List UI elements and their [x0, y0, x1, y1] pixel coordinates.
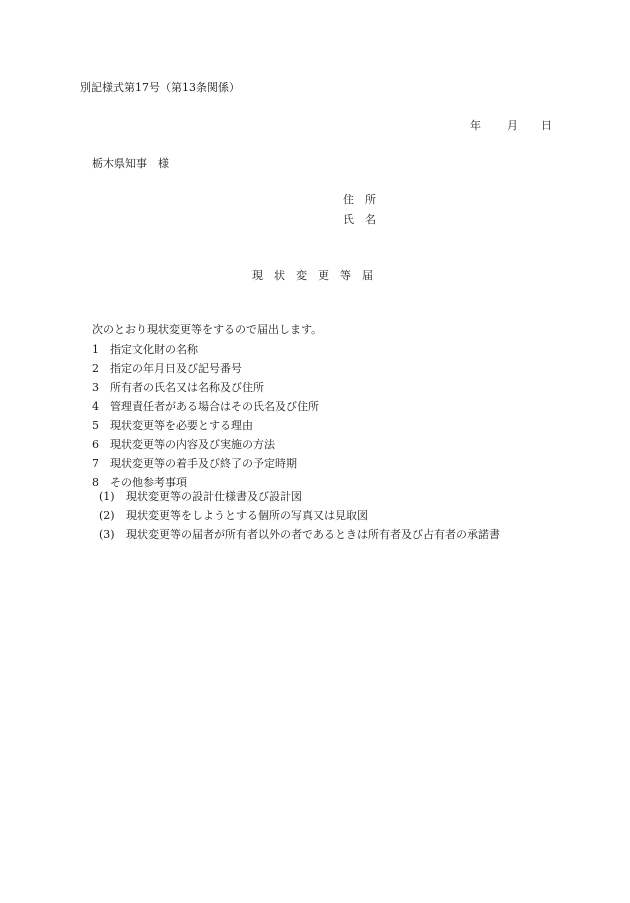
- list-item: [92, 438, 319, 457]
- sub-item-text: 現状変更等の設計仕様書及び設計図: [126, 490, 302, 503]
- document-title: 現 状 変 更 等 届: [252, 269, 373, 282]
- item-text: 指定の年月日及び記号番号: [110, 362, 242, 375]
- item-number: 8: [92, 476, 99, 489]
- list-item: [92, 362, 319, 381]
- item-text: その他参考事項: [110, 476, 187, 489]
- sub-item-text: 現状変更等の届者が所有者以外の者であるときは所有者及び占有者の承諾書: [126, 528, 500, 541]
- sub-item-number: (2): [99, 509, 115, 522]
- sub-list-item: [99, 509, 500, 528]
- item-number: 2: [92, 362, 99, 375]
- item-number: 3: [92, 381, 99, 394]
- item-text: 指定文化財の名称: [110, 343, 198, 356]
- date-year-label: 年: [470, 119, 481, 132]
- item-text: 管理責任者がある場合はその氏名及び住所: [110, 400, 319, 413]
- item-list: [92, 343, 319, 495]
- date-month-label: 月: [507, 119, 518, 132]
- name-label: 氏 名: [343, 213, 376, 226]
- sub-list-item: [99, 490, 500, 509]
- address-label: 住 所: [343, 193, 376, 206]
- list-item: [92, 381, 319, 400]
- item-text: 現状変更等を必要とする理由: [110, 419, 253, 432]
- item-number: 7: [92, 457, 99, 470]
- item-number: 1: [92, 343, 99, 356]
- list-item: [92, 457, 319, 476]
- sub-item-list: [99, 490, 500, 547]
- item-text: 現状変更等の内容及び実施の方法: [110, 438, 275, 451]
- list-item: [92, 343, 319, 362]
- list-item: [92, 419, 319, 438]
- addressee: 栃木県知事 様: [92, 157, 169, 170]
- sub-item-number: (3): [99, 528, 115, 541]
- intro-text: 次のとおり現状変更等をするので届出します。: [92, 323, 323, 336]
- sub-item-number: (1): [99, 490, 115, 503]
- item-text: 現状変更等の着手及び終了の予定時期: [110, 457, 297, 470]
- sub-list-item: [99, 528, 500, 547]
- item-text: 所有者の氏名又は名称及び住所: [110, 381, 264, 394]
- item-number: 6: [92, 438, 99, 451]
- list-item: [92, 400, 319, 419]
- form-number: 別記様式第17号（第13条関係）: [80, 81, 240, 94]
- item-number: 4: [92, 400, 99, 413]
- item-number: 5: [92, 419, 99, 432]
- date-day-label: 日: [541, 119, 552, 132]
- sub-item-text: 現状変更等をしようとする個所の写真又は見取図: [126, 509, 368, 522]
